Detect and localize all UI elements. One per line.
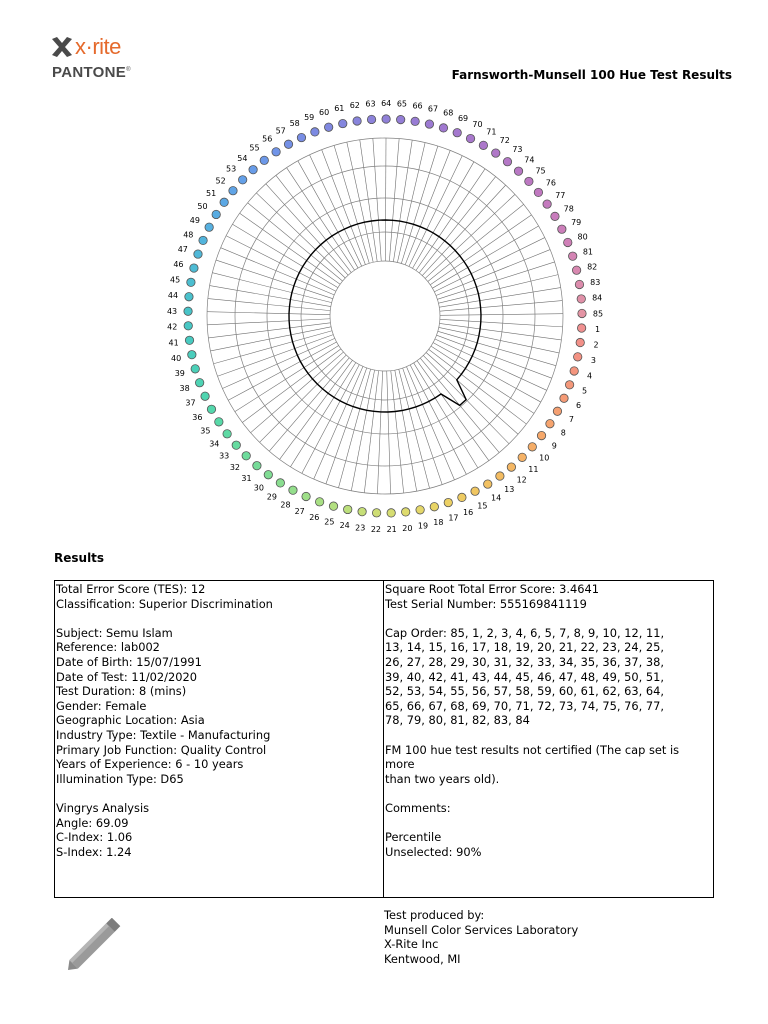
cap-marker [232, 441, 240, 449]
cap-number-label: 52 [215, 176, 226, 186]
cap-number-label: 53 [226, 164, 237, 174]
cap-marker [242, 452, 250, 460]
cap-marker [302, 492, 310, 500]
results-heading: Results [54, 551, 105, 565]
cap-marker [272, 148, 280, 156]
subject-line: Subject: Semu Islam [56, 625, 173, 640]
duration-line: Test Duration: 8 (mins) [56, 684, 187, 699]
cap-number-label: 26 [309, 512, 320, 522]
cap-marker [553, 407, 561, 415]
grid-spoke [310, 155, 362, 266]
cap-marker [382, 115, 390, 123]
cap-marker [430, 503, 438, 511]
cap-number-label: 29 [266, 492, 277, 502]
grid-spoke [242, 349, 341, 423]
grid-spoke [438, 275, 558, 304]
cap-marker [401, 508, 409, 516]
cap-number-label: 80 [577, 232, 588, 242]
cap-marker [458, 493, 466, 501]
grid-spoke [437, 335, 552, 378]
cap-number-label: 46 [173, 260, 184, 270]
cap-number-label: 74 [524, 155, 535, 165]
cap-number-label: 58 [289, 119, 300, 129]
cap-order-line: 26, 27, 28, 29, 30, 31, 32, 33, 34, 35, 36, 37, 38, [385, 654, 664, 669]
grid-spoke [314, 366, 363, 479]
cap-marker [496, 472, 504, 480]
grid-ring [207, 135, 566, 494]
grid-spoke [419, 177, 495, 273]
cap-number-label: 17 [448, 513, 459, 523]
cap-number-label: 32 [229, 463, 241, 473]
grid-spoke [360, 140, 377, 262]
grid-spoke [266, 184, 348, 275]
cap-number-label: 69 [457, 113, 469, 123]
cap-number-label: 15 [477, 501, 488, 511]
producer-line: Test produced by: [384, 908, 485, 922]
cap-number-label: 82 [587, 262, 598, 272]
cap-number-label: 49 [189, 215, 200, 225]
cap-number-label: 11 [528, 464, 539, 474]
location-line: Geographic Location: Asia [56, 713, 205, 728]
cap-marker [575, 280, 583, 288]
grid-spoke [387, 371, 391, 494]
hue-test-chart [0, 90, 768, 550]
cap-number-label: 1 [595, 325, 601, 335]
grid-spoke [440, 314, 563, 316]
cap-marker [284, 140, 292, 148]
cap-number-label: 14 [491, 493, 502, 503]
cap-order-line: 13, 14, 15, 16, 17, 18, 19, 20, 21, 22, 23, 24, 25, [385, 640, 664, 655]
cap-marker [297, 133, 305, 141]
certification-note: than two years old). [385, 771, 500, 786]
experience-line: Years of Experience: 6 - 10 years [56, 757, 244, 772]
angle-line: Angle: 69.09 [56, 815, 129, 830]
pantone-wordmark: PANTONE® [52, 64, 131, 81]
cap-number-label: 24 [339, 521, 350, 531]
cap-number-label: 79 [571, 218, 582, 228]
grid-spoke [426, 353, 518, 435]
grid-spoke [276, 175, 351, 272]
cap-number-label: 18 [433, 518, 444, 528]
cap-marker [416, 506, 424, 514]
cap-number-label: 19 [417, 521, 429, 531]
cap-marker [194, 250, 202, 258]
cap-number-label: 54 [237, 153, 248, 163]
cap-number-label: 36 [192, 412, 203, 422]
cap-marker [260, 156, 268, 164]
cap-marker [220, 198, 228, 206]
cap-marker [215, 418, 223, 426]
grid-spoke [385, 138, 386, 261]
cap-number-label: 28 [280, 500, 291, 510]
grid-spoke [405, 150, 450, 264]
classification-line: Classification: Superior Discrimination [56, 596, 273, 611]
results-table [54, 580, 714, 898]
cap-number-label: 8 [560, 428, 566, 438]
cap-number-label: 85 [592, 309, 604, 319]
cap-marker [578, 309, 586, 317]
cap-number-label: 9 [551, 441, 557, 451]
grid-spoke [326, 368, 367, 484]
cap-marker [249, 165, 257, 173]
tes-line: Total Error Score (TES): 12 [56, 582, 206, 596]
pencil-icon [64, 918, 134, 980]
cap-number-label: 84 [592, 293, 603, 303]
job-line: Primary Job Function: Quality Control [56, 742, 267, 757]
cap-number-label: 71 [486, 127, 497, 137]
grid-spoke [429, 349, 527, 424]
cap-marker [201, 392, 209, 400]
cap-marker [411, 117, 419, 125]
cap-marker [568, 252, 576, 260]
cap-marker [367, 115, 375, 123]
cap-marker [453, 129, 461, 137]
cap-marker [264, 471, 272, 479]
cap-number-label: 39 [174, 369, 185, 379]
grid-spoke [322, 150, 366, 265]
illumination-line: Illumination Type: D65 [56, 771, 184, 786]
cap-number-label: 76 [545, 178, 556, 188]
cap-number-label: 20 [402, 523, 413, 533]
cap-number-label: 31 [241, 473, 252, 483]
cap-marker [396, 115, 404, 123]
cap-marker [534, 188, 542, 196]
cap-marker [188, 350, 196, 358]
cap-number-label: 68 [443, 108, 454, 118]
c-index-line: C-Index: 1.06 [56, 830, 133, 845]
serial-line: Test Serial Number: 555169841119 [385, 596, 587, 611]
cap-number-label: 73 [512, 145, 523, 155]
producer-line: Kentwood, MI [384, 951, 461, 966]
error-score-line [289, 220, 481, 412]
cap-number-label: 7 [568, 414, 574, 424]
cap-marker [551, 212, 559, 220]
reference-line: Reference: lab002 [56, 640, 160, 655]
cap-order-line: 52, 53, 54, 55, 56, 57, 58, 59, 60, 61, 62, 63, 64, [385, 684, 664, 699]
cap-marker [565, 381, 573, 389]
cap-marker [425, 120, 433, 128]
cap-marker [528, 443, 536, 451]
xrite-x-icon [52, 37, 72, 57]
cap-number-label: 67 [427, 104, 439, 114]
cap-marker [543, 200, 551, 208]
cap-marker [484, 480, 492, 488]
grid-spoke [377, 371, 382, 494]
grid-spoke [399, 369, 430, 488]
xrite-logo [52, 34, 131, 60]
cap-number-label: 6 [576, 400, 582, 410]
cap-number-label: 2 [593, 340, 599, 350]
cap-number-label: 16 [463, 508, 474, 518]
xrite-wordmark: x·rite [75, 34, 121, 59]
cap-marker [570, 367, 578, 375]
cap-number-label: 65 [396, 99, 408, 109]
grid-spoke [440, 301, 563, 312]
industry-line: Industry Type: Textile - Manufacturing [56, 727, 271, 742]
cap-number-label: 42 [167, 322, 178, 332]
cap-marker [372, 509, 380, 517]
vingrys-heading: Vingrys Analysis [56, 800, 150, 815]
cap-number-label: 23 [355, 523, 366, 533]
cap-number-label: 70 [472, 120, 483, 130]
cap-marker [577, 324, 585, 332]
grid-ring [235, 166, 535, 466]
cap-number-label: 45 [170, 275, 181, 285]
cap-marker [479, 141, 487, 149]
cap-number-label: 12 [516, 475, 527, 485]
cap-marker [387, 509, 395, 517]
cap-marker [344, 505, 352, 513]
percentile-label: Percentile [385, 830, 442, 845]
cap-marker [564, 238, 572, 246]
cap-number-label: 33 [219, 451, 230, 461]
cap-marker [184, 322, 192, 330]
cap-marker [577, 295, 585, 303]
cap-marker [503, 158, 511, 166]
producer-line: Munsell Color Services Laboratory [384, 922, 579, 937]
cap-marker [514, 167, 522, 175]
results-right-column [384, 581, 713, 897]
grid-spoke [216, 260, 333, 299]
cap-marker [358, 507, 366, 515]
cap-marker [223, 430, 231, 438]
grid-spoke [417, 361, 489, 461]
grid-spoke [280, 360, 353, 459]
cap-marker [205, 223, 213, 231]
unselected-line: Unselected: 90% [385, 844, 482, 859]
grid-spoke [207, 312, 330, 315]
cap-number-label: 55 [249, 143, 260, 153]
cap-marker [207, 405, 215, 413]
cap-number-label: 40 [171, 353, 182, 363]
cap-number-label: 64 [381, 99, 392, 109]
grid-spoke [373, 138, 381, 261]
grid-spoke [397, 143, 425, 263]
cap-marker [185, 293, 193, 301]
report-title: Farnsworth-Munsell 100 Hue Test Results [451, 68, 732, 82]
cap-marker [238, 176, 246, 184]
cap-number-label: 66 [412, 101, 423, 111]
grid-spoke [338, 369, 370, 488]
cap-number-label: 35 [200, 426, 211, 436]
xrite-pantone-logo [52, 34, 131, 81]
cap-number-label: 75 [535, 166, 546, 176]
cap-order-line: Cap Order: 85, 1, 2, 3, 4, 6, 5, 7, 8, 9, 10, 12, 11, [385, 625, 665, 640]
cap-marker [574, 353, 582, 361]
cap-marker [525, 177, 533, 185]
cap-number-label: 27 [294, 507, 305, 517]
s-index-line: S-Index: 1.24 [56, 844, 132, 859]
grid-spoke [364, 371, 378, 493]
cap-number-label: 48 [183, 230, 194, 240]
cap-number-label: 21 [386, 524, 397, 534]
cap-marker [184, 307, 192, 315]
cap-order-line: 78, 79, 80, 81, 82, 83, 84 [385, 713, 530, 728]
cap-number-label: 56 [262, 134, 273, 144]
producer-info [384, 908, 578, 966]
cap-order-line: 65, 66, 67, 68, 69, 70, 71, 72, 73, 74, 75, 76, 77, [385, 698, 664, 713]
cap-number-label: 63 [365, 99, 376, 109]
cap-marker [315, 498, 323, 506]
cap-marker [466, 134, 474, 142]
grid-ring [267, 198, 503, 434]
cap-marker [576, 338, 584, 346]
cap-marker [289, 486, 297, 494]
cap-marker [444, 498, 452, 506]
cap-number-label: 44 [167, 291, 179, 301]
sqrt-tes-line: Square Root Total Error Score: 3.4641 [385, 582, 599, 596]
cap-marker [471, 487, 479, 495]
cap-number-label: 25 [324, 517, 335, 527]
cap-marker [507, 463, 515, 471]
cap-marker [492, 149, 500, 157]
cap-marker [572, 266, 580, 274]
cap-number-label: 3 [590, 356, 596, 366]
cap-marker [187, 278, 195, 286]
cap-marker [191, 365, 199, 373]
cap-marker [324, 123, 332, 131]
grid-spoke [391, 371, 404, 493]
cap-number-label: 30 [253, 483, 264, 493]
cap-marker [212, 210, 220, 218]
gender-line: Gender: Female [56, 698, 147, 713]
producer-line: X-Rite Inc [384, 937, 439, 952]
grid-spoke [436, 250, 550, 296]
cap-number-label: 13 [504, 485, 515, 495]
cap-number-label: 77 [555, 190, 566, 200]
cap-marker [339, 119, 347, 127]
cap-marker [276, 479, 284, 487]
grid-spoke [212, 273, 331, 303]
cap-number-label: 4 [586, 371, 593, 381]
cap-marker [546, 420, 554, 428]
grid-spoke [389, 139, 399, 262]
cap-number-label: 43 [166, 306, 178, 316]
cap-marker [537, 431, 545, 439]
cap-marker [558, 225, 566, 233]
grid-spoke [208, 299, 330, 311]
cap-order-line: 39, 40, 42, 41, 43, 44, 45, 46, 47, 48, 49, 50, 51, [385, 669, 664, 684]
cap-number-label: 34 [209, 439, 220, 449]
cap-marker [439, 124, 447, 132]
cap-number-label: 5 [582, 386, 588, 396]
cap-marker [353, 117, 361, 125]
cap-marker [311, 128, 319, 136]
cap-number-label: 60 [318, 107, 330, 117]
cap-marker [329, 502, 337, 510]
comments-label: Comments: [385, 800, 451, 815]
cap-number-label: 57 [275, 126, 286, 136]
grid-ring [330, 261, 440, 371]
cap-number-label: 50 [197, 202, 208, 212]
grid-spoke [240, 213, 340, 284]
cap-number-label: 51 [205, 189, 217, 199]
cap-marker [190, 264, 198, 272]
cap-number-label: 22 [370, 524, 382, 534]
cap-number-label: 10 [539, 453, 550, 463]
cap-number-label: 41 [168, 338, 179, 348]
date-of-test-line: Date of Test: 11/02/2020 [56, 669, 197, 684]
cap-number-label: 59 [304, 112, 315, 122]
cap-number-label: 83 [590, 277, 601, 287]
cap-number-label: 37 [185, 398, 196, 408]
cap-number-label: 47 [177, 245, 188, 255]
grid-spoke [207, 319, 330, 325]
grid-spoke [403, 368, 443, 484]
grid-spoke [218, 335, 334, 377]
cap-marker [560, 394, 568, 402]
results-left-column [55, 581, 384, 897]
cap-number-label: 38 [179, 384, 190, 394]
cap-marker [253, 461, 261, 469]
cap-marker [199, 236, 207, 244]
cap-number-label: 61 [334, 103, 345, 113]
cap-number-label: 78 [563, 204, 574, 214]
cap-marker [185, 336, 193, 344]
dob-line: Date of Birth: 15/07/1991 [56, 654, 202, 669]
certification-note: FM 100 hue test results not certified (The cap set is more [385, 742, 680, 772]
cap-number-label: 81 [582, 247, 594, 257]
cap-number-label: 62 [349, 101, 360, 111]
cap-marker [518, 453, 526, 461]
cap-marker [195, 379, 203, 387]
cap-number-label: 72 [499, 135, 510, 145]
cap-marker [229, 186, 237, 194]
